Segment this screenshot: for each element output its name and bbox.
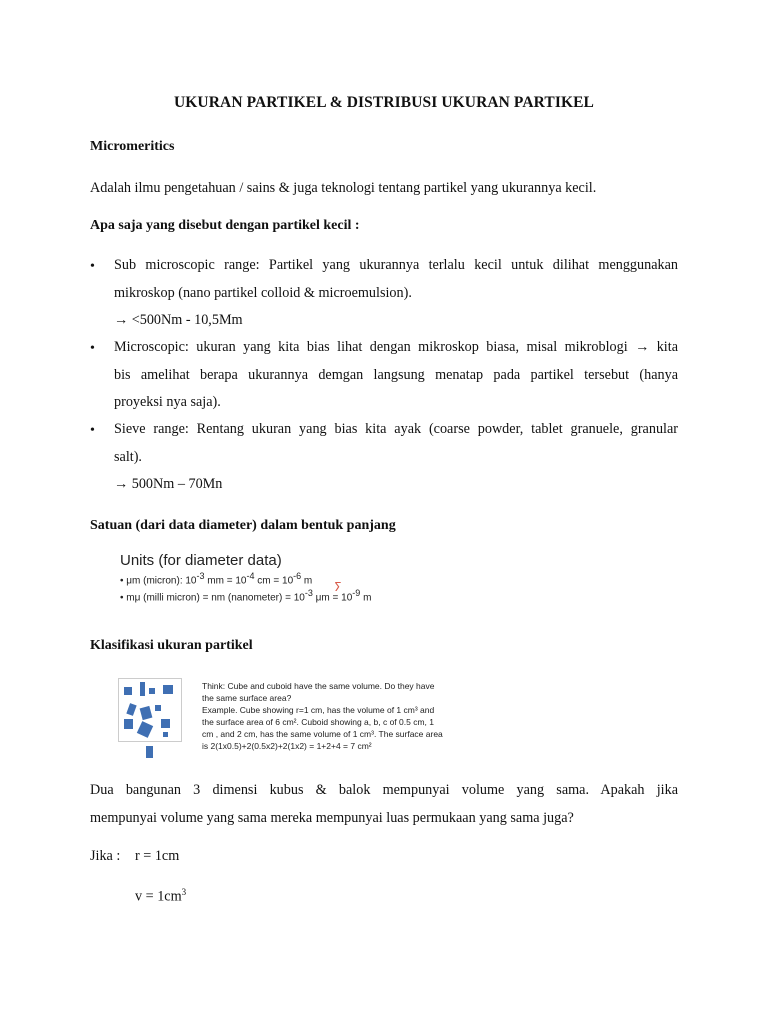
heading-micromeritics: Micromeritics (90, 139, 175, 154)
particle-shape (163, 732, 168, 737)
particle-shape (126, 703, 136, 716)
definition-paragraph: Adalah ilmu pengetahuan / sains & juga teknologi tentang partikel yang ukurannya kecil. (90, 180, 597, 196)
particle-shape (161, 719, 170, 728)
units-line-micron: • μm (micron): $10^{-3}$ mm = $10^{-4}$ cm = $10^{-6}$ m (120, 571, 313, 587)
units-line-millimicron: • mμ (milli micron) = nm (nanometer) = $10^{-3}$ $\mu m = 10^{-9}$ m (120, 588, 372, 604)
particle-shape (124, 719, 133, 729)
bullet-line: proyeksi nya saja). (114, 394, 221, 410)
paragraph-line: Dua bangunan 3 dimensi kubus & balok mempunyai volume yang sama. Apakah jika (90, 782, 678, 798)
bullet-dot: • (90, 423, 95, 438)
particle-shape (137, 721, 153, 738)
think-line: is 2(1x0.5)+2(0.5x2)+2(1x2) = 1+2+4 = 7 cm² (202, 741, 372, 751)
bullet-range: → <500Nm - 10,5Mm (114, 312, 243, 328)
think-line: Think: Cube and cuboid have the same volume. Do they have (202, 681, 435, 691)
particle-shape (163, 685, 173, 694)
heading-satuan: Satuan (dari data diameter) dalam bentuk panjang (90, 518, 396, 533)
bullet-line: salt). (114, 448, 142, 465)
bullet-range: → 500Nm – 70Mn (114, 476, 223, 492)
bullet-dot: • (90, 341, 95, 356)
heading-partikel-kecil: Apa saja yang disebut dengan partikel kecil : (90, 218, 360, 233)
particle-shape (149, 688, 155, 694)
particle-shape (155, 705, 161, 711)
bullet-line: Sub microscopic range: Partikel yang ukurannya terlalu kecil untuk dilihat menggunakan (114, 257, 678, 273)
think-line: Example. Cube showing r=1 cm, has the volume of 1 cm³ and (202, 705, 435, 715)
heading-klasifikasi: Klasifikasi ukuran partikel (90, 638, 253, 653)
annotation-mark-icon: ⵢ (334, 580, 342, 594)
bullet-text (114, 252, 678, 335)
bullet-text (114, 334, 678, 417)
bullet-dot: • (90, 259, 95, 274)
particle-shape (146, 746, 153, 758)
bullet-line: Microscopic: ukuran yang kita bias lihat dengan mikroskop biasa, misal mikroblogi → kita (114, 339, 678, 355)
bullet-line: Sieve range: Rentang ukuran yang bias kita ayak (coarse powder, tablet granuele, granular (114, 421, 678, 437)
bullet-line: bis amelihat berapa ukurannya demgan langsung menatap pada partikel tersebut (hanya (114, 366, 678, 383)
units-heading: Units (for diameter data) (120, 552, 282, 569)
particle-shape (124, 687, 132, 695)
bullet-text (114, 416, 678, 499)
paragraph-line: mempunyai volume yang sama mereka mempunyai luas permukaan yang sama juga? (90, 809, 574, 826)
think-line: the surface area of 6 cm². Cuboid showing a, b, c of 0.5 cm, 1 (202, 717, 434, 727)
jika-radius: r = 1cm (135, 848, 180, 864)
particle-shape (140, 682, 145, 696)
bullet-line: mikroskop (nano partikel colloid & microemulsion). (114, 284, 412, 301)
think-line: cm , and 2 cm, has the same volume of 1 cm³. The surface area (202, 729, 443, 739)
jika-label: Jika : (90, 848, 121, 864)
think-line: the same surface area? (202, 693, 292, 703)
particle-shapes-figure (118, 678, 182, 742)
jika-volume: $v = 1cm^3$ (135, 887, 187, 905)
particle-shape (140, 706, 153, 720)
document-title: UKURAN PARTIKEL & DISTRIBUSI UKURAN PARTIKEL (173, 94, 594, 111)
units-image (120, 552, 420, 604)
think-caption (202, 680, 462, 752)
